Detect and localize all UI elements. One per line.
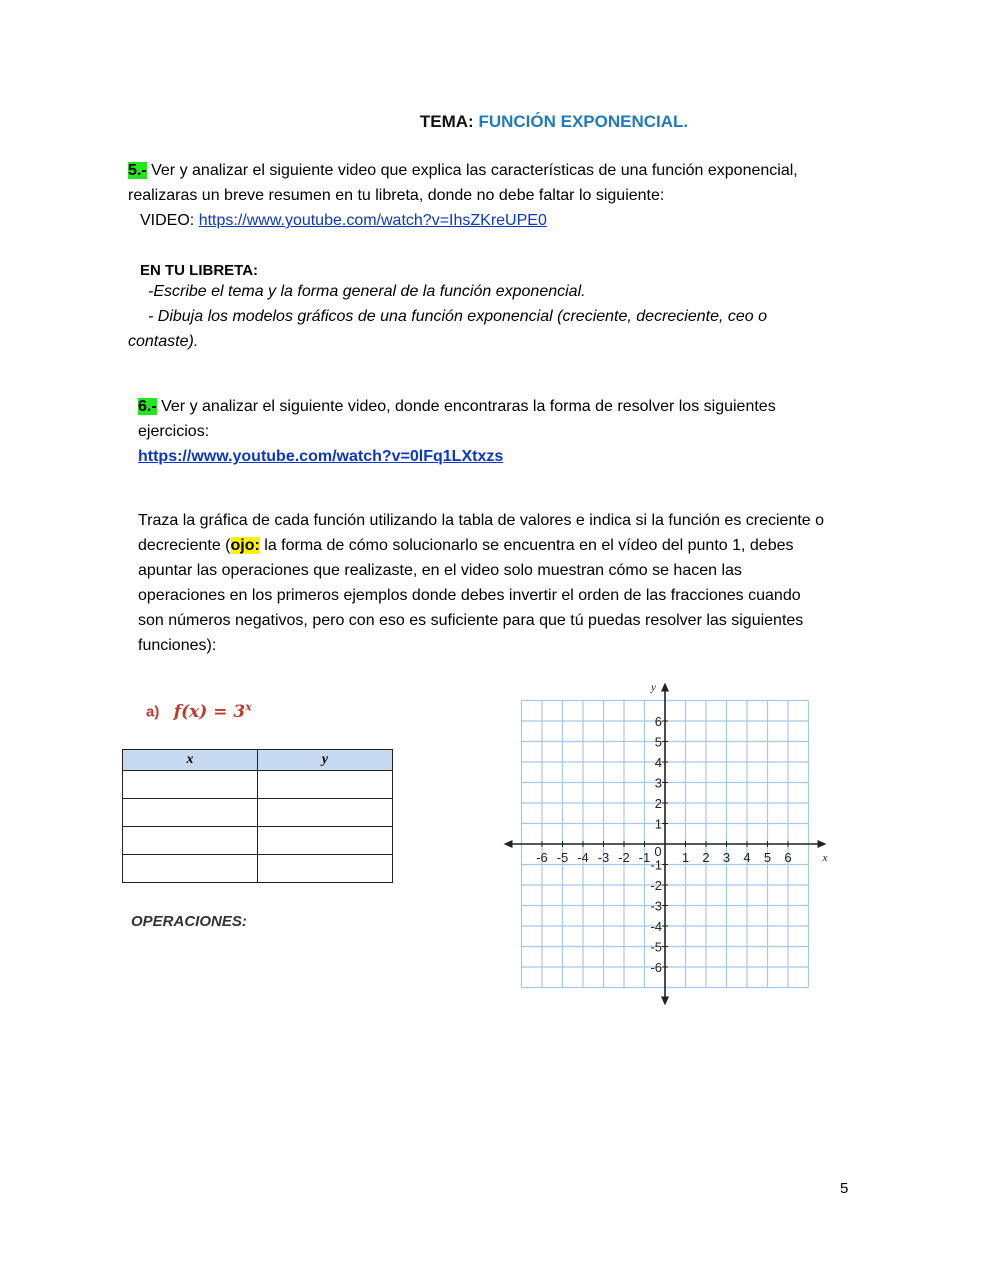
y-axis-arrow-down <box>661 997 669 1006</box>
instructions-line3: apuntar las operaciones que realizaste, en el video solo muestran cómo se hacen las <box>138 562 742 579</box>
header-x: x <box>123 750 258 771</box>
section-5-line2: realizaras un breve resumen en tu libreta, donde no debe faltar lo siguiente: <box>128 187 665 204</box>
notebook-item-1: -Escribe el tema y la forma general de la función exponencial. <box>148 283 586 300</box>
table-row <box>123 799 393 827</box>
header-y: y <box>258 750 393 771</box>
y-tick-label: 4 <box>654 755 662 770</box>
y-tick-label: -5 <box>650 939 662 955</box>
section-5-number: 5.- <box>128 162 147 179</box>
instructions-line5: son números negativos, pero con eso es suficiente para que tú puedas resolver las siguientes <box>138 612 804 629</box>
y-axis-arrow-up <box>661 683 669 692</box>
video-link-5[interactable]: https://www.youtube.com/watch?v=IhsZKreUPE0 <box>198 212 547 229</box>
y-tick-label: -6 <box>650 960 662 975</box>
exercise-function: $f(x) = 3^x$ <box>173 700 252 722</box>
section-6 <box>138 394 858 469</box>
table-row <box>123 771 393 799</box>
page-number: 5 <box>840 1180 849 1197</box>
section-5 <box>128 158 848 233</box>
cell-x[interactable] <box>123 771 258 799</box>
video-label: VIDEO: <box>140 212 199 229</box>
x-tick-label: -2 <box>618 850 630 865</box>
cell-x[interactable] <box>123 855 258 883</box>
section-5-line1: 5.- Ver y analizar el siguiente video que explica las características de una función exponencial, <box>128 162 798 179</box>
y-tick-label: 6 <box>654 714 662 729</box>
y-tick-label: -4 <box>650 919 662 934</box>
section-6-line1: 6.- Ver y analizar el siguiente video, donde encontraras la forma de resolver los siguientes <box>138 398 776 415</box>
ojo-highlight: ojo: <box>230 537 260 554</box>
instructions-line4: operaciones en los primeros ejemplos donde debes invertir el orden de las fracciones cuando <box>138 587 801 604</box>
notebook-item-2: - Dibuja los modelos gráficos de una función exponencial (creciente, decreciente, ceo o <box>148 308 768 325</box>
x-tick-label: 4 <box>743 850 751 865</box>
x-tick-label: -4 <box>577 850 589 865</box>
instructions-line6: funciones): <box>138 637 217 654</box>
x-axis-arrow-left <box>504 840 513 848</box>
instructions-line1: Traza la gráfica de cada función utilizando la tabla de valores e indica si la función es creciente o <box>138 512 825 529</box>
operations-label: OPERACIONES: <box>131 913 247 930</box>
x-axis-label: x <box>822 852 828 864</box>
axes <box>504 683 827 1006</box>
origin-label: 0 <box>654 844 662 859</box>
y-tick-label: -2 <box>650 878 662 893</box>
cell-x[interactable] <box>123 827 258 855</box>
exercise-letter: a) <box>146 703 160 721</box>
instructions-line2: decreciente (ojo: la forma de cómo solucionarlo se encuentra en el vídeo del punto 1, debes <box>138 537 794 554</box>
notebook-item-2-cont: contaste). <box>128 333 199 350</box>
section-6-number: 6.- <box>138 398 157 415</box>
y-tick-label: -3 <box>650 898 662 914</box>
values-table-header <box>123 750 393 771</box>
x-tick-label: 2 <box>702 850 710 865</box>
y-axis-label: y <box>651 681 656 694</box>
instructions <box>138 508 858 658</box>
exercise-a-label <box>146 700 252 722</box>
x-tick-label: -1 <box>638 850 651 865</box>
tick-labels <box>536 682 827 976</box>
x-tick-label: 1 <box>681 850 690 865</box>
cell-y[interactable] <box>258 771 393 799</box>
x-tick-label: -3 <box>597 850 610 865</box>
x-tick-label: -6 <box>536 850 548 865</box>
coordinate-grid[interactable] <box>500 680 840 1010</box>
y-tick-label: 3 <box>654 775 662 791</box>
cell-x[interactable] <box>123 799 258 827</box>
cell-y[interactable] <box>258 799 393 827</box>
cell-y[interactable] <box>258 855 393 883</box>
section-6-line2: ejercicios: <box>138 423 210 440</box>
values-table <box>122 749 393 883</box>
cell-y[interactable] <box>258 827 393 855</box>
x-tick-label: -5 <box>556 850 569 865</box>
section-5-video <box>128 208 848 233</box>
notebook-heading: EN TU LIBRETA: <box>140 262 259 279</box>
y-tick-label: 1 <box>654 816 662 832</box>
x-axis-arrow-right <box>818 840 827 848</box>
x-tick-label: 3 <box>722 850 731 865</box>
title-topic: FUNCIÓN EXPONENCIAL. <box>478 112 689 131</box>
table-row <box>123 855 393 883</box>
y-tick-label: -1 <box>650 857 662 873</box>
y-tick-label: 5 <box>654 734 662 750</box>
x-tick-label: 6 <box>784 850 792 865</box>
title-label: TEMA: <box>419 112 474 131</box>
x-tick-label: 5 <box>763 850 772 865</box>
notebook-items <box>128 279 848 354</box>
table-row <box>123 827 393 855</box>
video-link-6[interactable]: https://www.youtube.com/watch?v=0lFq1LXtxzs <box>138 448 504 465</box>
y-tick-label: 2 <box>654 796 662 811</box>
page-title <box>0 112 990 132</box>
